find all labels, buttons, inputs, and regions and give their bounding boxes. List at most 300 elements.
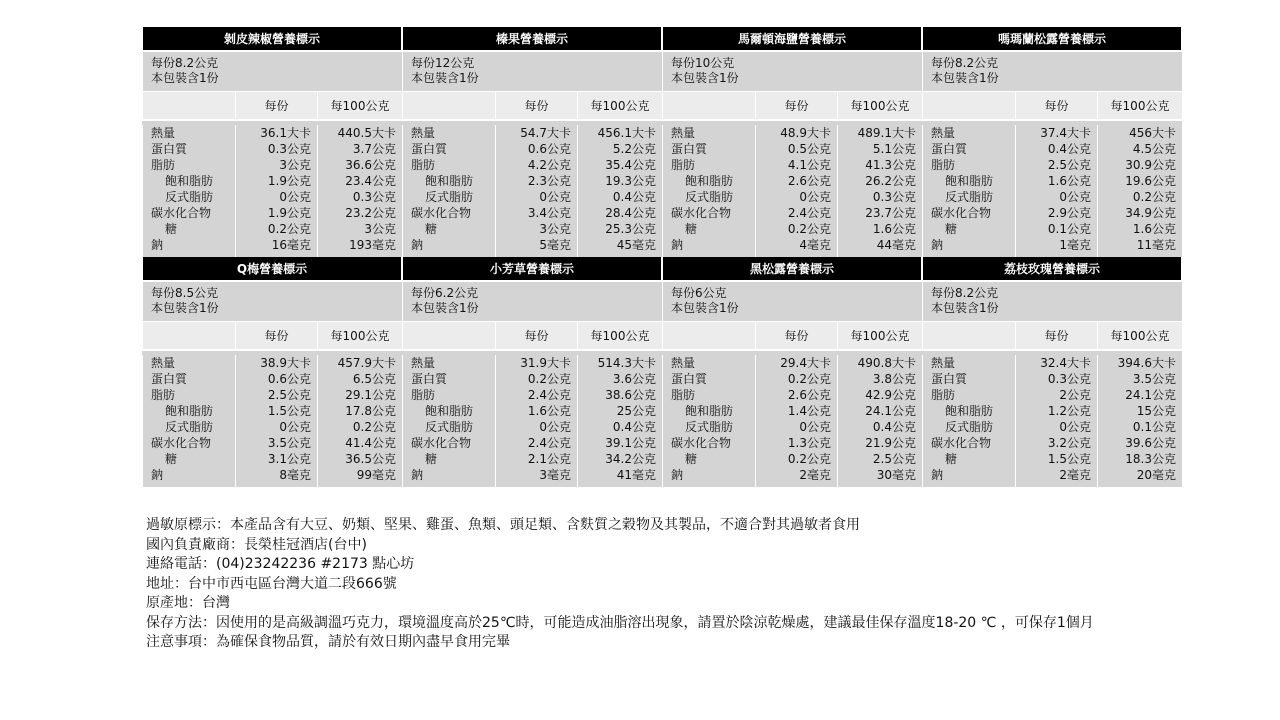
per-serving-value: 48.9大卡 <box>780 126 831 140</box>
per-100g-value: 39.1公克 <box>605 436 656 450</box>
per-serving-value: 1.3公克 <box>787 436 831 450</box>
nutrient-label: 蛋白質 <box>931 372 968 386</box>
column-header-per-serving: 每份 <box>495 92 577 119</box>
serving-size: 每份12公克 <box>411 56 475 70</box>
column-header-row <box>922 91 1182 119</box>
per-100g-value: 29.1公克 <box>345 388 396 402</box>
per-100g-value: 26.2公克 <box>865 174 916 188</box>
per-100g-value: 2.5公克 <box>872 452 916 466</box>
per-100g-value: 193毫克 <box>349 238 396 252</box>
per-serving-value: 3.2公克 <box>1047 436 1091 450</box>
nutrient-label: 鈉 <box>151 468 164 482</box>
nutrition-panel <box>662 257 922 487</box>
per-100g-value: 3.8公克 <box>872 372 916 386</box>
per-serving-value: 16毫克 <box>271 238 311 252</box>
nutrition-values <box>922 349 1182 487</box>
nutrition-values <box>402 349 662 487</box>
per-serving-column <box>1015 125 1097 257</box>
per-serving-value: 54.7大卡 <box>520 126 571 140</box>
per-serving-value: 0.2公克 <box>527 372 571 386</box>
column-header-blank <box>402 322 495 349</box>
per-100g-value: 456大卡 <box>1129 126 1176 140</box>
nutrient-label: 反式脂肪 <box>685 420 734 434</box>
nutrient-label: 脂肪 <box>411 158 436 172</box>
servings-per-pack: 本包裝含1份 <box>931 301 999 315</box>
column-header-blank <box>922 322 1015 349</box>
nutrient-label: 碳水化合物 <box>151 436 212 450</box>
per-serving-value: 2.5公克 <box>267 388 311 402</box>
per-100g-value: 5.1公克 <box>872 142 916 156</box>
per-100g-value: 490.8大卡 <box>857 356 916 370</box>
per-100g-value: 3.5公克 <box>1132 372 1176 386</box>
nutrient-label: 糖 <box>945 452 958 466</box>
panel-title: 榛果營養標示 <box>402 27 662 50</box>
per-serving-value: 1.6公克 <box>527 404 571 418</box>
per-serving-value: 2毫克 <box>799 468 831 482</box>
per-100g-value: 23.4公克 <box>345 174 396 188</box>
serving-info <box>922 280 1182 321</box>
per-100g-value: 20毫克 <box>1136 468 1176 482</box>
per-serving-value: 0.2公克 <box>787 222 831 236</box>
per-100g-value: 0.2公克 <box>1132 190 1176 204</box>
panel-title: 馬爾頓海鹽營養標示 <box>662 27 922 50</box>
per-serving-value: 38.9大卡 <box>260 356 311 370</box>
nutrient-label-column <box>402 355 495 487</box>
nutrient-label: 脂肪 <box>671 388 696 402</box>
nutrient-label: 熱量 <box>931 126 956 140</box>
column-header-per-100g: 每100公克 <box>1097 322 1182 349</box>
note-line: 國內負責廠商：長榮桂冠酒店(台中) <box>146 536 367 553</box>
per-serving-value: 0公克 <box>799 420 831 434</box>
serving-info <box>142 50 402 91</box>
per-serving-value: 0公克 <box>799 190 831 204</box>
column-header-per-100g: 每100公克 <box>837 322 922 349</box>
per-serving-value: 3公克 <box>539 222 571 236</box>
per-serving-value: 2.6公克 <box>787 174 831 188</box>
per-serving-value: 4毫克 <box>799 238 831 252</box>
per-100g-value: 0.4公克 <box>612 190 656 204</box>
servings-per-pack: 本包裝含1份 <box>671 301 739 315</box>
nutrient-label: 糖 <box>165 222 178 236</box>
per-100g-value: 394.6大卡 <box>1117 356 1176 370</box>
per-100g-value: 17.8公克 <box>345 404 396 418</box>
nutrient-label: 熱量 <box>151 356 176 370</box>
per-100g-value: 41.4公克 <box>345 436 396 450</box>
per-100g-column <box>837 125 922 257</box>
per-100g-value: 3.7公克 <box>352 142 396 156</box>
per-serving-value: 31.9大卡 <box>520 356 571 370</box>
per-100g-column <box>1097 355 1182 487</box>
per-100g-value: 19.3公克 <box>605 174 656 188</box>
per-serving-value: 2.1公克 <box>527 452 571 466</box>
column-header-row <box>662 321 922 349</box>
per-100g-value: 25公克 <box>616 404 656 418</box>
per-serving-value: 1.4公克 <box>787 404 831 418</box>
per-100g-value: 514.3大卡 <box>597 356 656 370</box>
panel-title: Q梅營養標示 <box>142 257 402 280</box>
panel-title: 黑松露營養標示 <box>662 257 922 280</box>
nutrient-label: 鈉 <box>931 238 944 252</box>
nutrient-label: 蛋白質 <box>151 372 188 386</box>
nutrition-panel <box>922 27 1182 257</box>
per-serving-value: 0公克 <box>1059 190 1091 204</box>
nutrient-label: 熱量 <box>671 356 696 370</box>
per-serving-value: 37.4大卡 <box>1040 126 1091 140</box>
column-header-per-100g: 每100公克 <box>837 92 922 119</box>
nutrient-label: 熱量 <box>931 356 956 370</box>
per-serving-value: 2.6公克 <box>787 388 831 402</box>
column-header-per-serving: 每份 <box>755 322 837 349</box>
nutrient-label: 熱量 <box>411 126 436 140</box>
nutrient-label: 碳水化合物 <box>671 436 732 450</box>
column-header-per-serving: 每份 <box>235 322 317 349</box>
nutrition-values <box>662 119 922 257</box>
nutrient-label: 鈉 <box>931 468 944 482</box>
nutrient-label-column <box>142 125 235 257</box>
per-100g-value: 1.6公克 <box>872 222 916 236</box>
per-100g-value: 0.3公克 <box>872 190 916 204</box>
per-serving-value: 29.4大卡 <box>780 356 831 370</box>
per-serving-value: 0.1公克 <box>1047 222 1091 236</box>
per-100g-value: 0.4公克 <box>612 420 656 434</box>
per-100g-value: 19.6公克 <box>1125 174 1176 188</box>
nutrition-panel <box>142 257 402 487</box>
per-serving-value: 8毫克 <box>279 468 311 482</box>
serving-info <box>922 50 1182 91</box>
serving-size: 每份6公克 <box>671 286 727 300</box>
per-100g-value: 30.9公克 <box>1125 158 1176 172</box>
nutrient-label-column <box>922 125 1015 257</box>
per-serving-column <box>235 355 317 487</box>
column-header-per-serving: 每份 <box>1015 92 1097 119</box>
per-100g-value: 3.6公克 <box>612 372 656 386</box>
nutrient-label: 糖 <box>685 452 698 466</box>
note-line: 保存方法：因使用的是高級調溫巧克力，環境溫度高於25℃時，可能造成油脂溶出現象，請置於陰涼乾燥處，建議最佳保存溫度18-20 ℃ ，可保存1個月 <box>146 614 1094 631</box>
per-serving-value: 0.4公克 <box>1047 142 1091 156</box>
nutrient-label: 飽和脂肪 <box>945 174 994 188</box>
per-100g-column <box>837 355 922 487</box>
per-serving-value: 1.9公克 <box>267 206 311 220</box>
per-100g-value: 21.9公克 <box>865 436 916 450</box>
per-100g-value: 456.1大卡 <box>597 126 656 140</box>
nutrient-label: 反式脂肪 <box>425 190 474 204</box>
serving-size: 每份8.5公克 <box>151 286 219 300</box>
per-serving-value: 0公克 <box>539 190 571 204</box>
per-serving-value: 0.5公克 <box>787 142 831 156</box>
per-100g-column <box>1097 125 1182 257</box>
column-header-per-100g: 每100公克 <box>317 322 402 349</box>
per-serving-column <box>495 355 577 487</box>
nutrient-label-column <box>922 355 1015 487</box>
nutrient-label: 反式脂肪 <box>685 190 734 204</box>
per-serving-value: 3.4公克 <box>527 206 571 220</box>
per-serving-value: 0.3公克 <box>267 142 311 156</box>
nutrient-label: 糖 <box>685 222 698 236</box>
per-serving-value: 0公克 <box>279 420 311 434</box>
per-serving-value: 0.2公克 <box>787 372 831 386</box>
per-serving-column <box>235 125 317 257</box>
per-100g-value: 28.4公克 <box>605 206 656 220</box>
per-100g-value: 6.5公克 <box>352 372 396 386</box>
per-serving-value: 4.1公克 <box>787 158 831 172</box>
per-100g-value: 0.1公克 <box>1132 420 1176 434</box>
nutrient-label: 鈉 <box>671 238 684 252</box>
column-header-row <box>142 321 402 349</box>
per-100g-value: 99毫克 <box>356 468 396 482</box>
note-line: 地址：台中市西屯區台灣大道二段666號 <box>146 575 397 592</box>
serving-info <box>142 280 402 321</box>
per-100g-value: 44毫克 <box>876 238 916 252</box>
nutrient-label: 蛋白質 <box>151 142 188 156</box>
per-100g-value: 1.6公克 <box>1132 222 1176 236</box>
nutrient-label: 飽和脂肪 <box>165 174 214 188</box>
per-100g-value: 23.7公克 <box>865 206 916 220</box>
per-serving-value: 2.4公克 <box>527 388 571 402</box>
servings-per-pack: 本包裝含1份 <box>151 301 219 315</box>
per-100g-value: 30毫克 <box>876 468 916 482</box>
per-serving-value: 3公克 <box>279 158 311 172</box>
servings-per-pack: 本包裝含1份 <box>151 71 219 85</box>
nutrient-label: 反式脂肪 <box>165 420 214 434</box>
per-100g-value: 24.1公克 <box>1125 388 1176 402</box>
nutrient-label: 蛋白質 <box>931 142 968 156</box>
column-header-blank <box>662 92 755 119</box>
product-notes <box>146 516 1094 653</box>
servings-per-pack: 本包裝含1份 <box>411 71 479 85</box>
nutrient-label: 反式脂肪 <box>945 420 994 434</box>
serving-info <box>662 280 922 321</box>
nutrient-label: 反式脂肪 <box>945 190 994 204</box>
per-serving-value: 0.6公克 <box>267 372 311 386</box>
nutrient-label: 鈉 <box>671 468 684 482</box>
per-100g-value: 457.9大卡 <box>337 356 396 370</box>
nutrient-label: 碳水化合物 <box>931 206 992 220</box>
nutrition-label-grid <box>142 27 1182 487</box>
per-100g-value: 4.5公克 <box>1132 142 1176 156</box>
nutrition-values <box>662 349 922 487</box>
panel-title: 小芳草營養標示 <box>402 257 662 280</box>
per-serving-column <box>1015 355 1097 487</box>
per-serving-value: 5毫克 <box>539 238 571 252</box>
per-100g-value: 24.1公克 <box>865 404 916 418</box>
per-100g-value: 5.2公克 <box>612 142 656 156</box>
nutrition-panel <box>402 257 662 487</box>
per-100g-value: 34.2公克 <box>605 452 656 466</box>
per-serving-value: 0.3公克 <box>1047 372 1091 386</box>
column-header-row <box>142 91 402 119</box>
nutrition-panel <box>662 27 922 257</box>
per-100g-value: 39.6公克 <box>1125 436 1176 450</box>
per-100g-value: 23.2公克 <box>345 206 396 220</box>
column-header-blank <box>402 92 495 119</box>
per-100g-value: 34.9公克 <box>1125 206 1176 220</box>
nutrient-label: 脂肪 <box>411 388 436 402</box>
nutrient-label-column <box>402 125 495 257</box>
per-serving-value: 36.1大卡 <box>260 126 311 140</box>
nutrient-label: 脂肪 <box>151 388 176 402</box>
per-serving-value: 32.4大卡 <box>1040 356 1091 370</box>
note-line: 過敏原標示：本產品含有大豆、奶類、堅果、雞蛋、魚類、頭足類、含麩質之穀物及其製品，不適合對其過敏者食用 <box>146 517 860 533</box>
panel-title: 剝皮辣椒營養標示 <box>142 27 402 50</box>
per-serving-value: 2.9公克 <box>1047 206 1091 220</box>
per-100g-value: 3公克 <box>364 222 396 236</box>
per-100g-value: 41毫克 <box>616 468 656 482</box>
nutrient-label: 熱量 <box>151 126 176 140</box>
per-100g-value: 440.5大卡 <box>337 126 396 140</box>
nutrition-values <box>142 349 402 487</box>
per-serving-value: 0公克 <box>279 190 311 204</box>
nutrient-label: 反式脂肪 <box>165 190 214 204</box>
per-100g-value: 25.3公克 <box>605 222 656 236</box>
serving-size: 每份8.2公克 <box>931 286 999 300</box>
per-serving-value: 4.2公克 <box>527 158 571 172</box>
nutrient-label: 熱量 <box>411 356 436 370</box>
per-serving-value: 2毫克 <box>1059 468 1091 482</box>
per-serving-value: 2.5公克 <box>1047 158 1091 172</box>
per-serving-value: 3.5公克 <box>267 436 311 450</box>
column-header-row <box>402 321 662 349</box>
per-serving-value: 2.4公克 <box>787 206 831 220</box>
per-serving-value: 1.2公克 <box>1047 404 1091 418</box>
nutrient-label-column <box>662 125 755 257</box>
nutrient-label: 飽和脂肪 <box>945 404 994 418</box>
nutrition-panel <box>402 27 662 257</box>
nutrient-label: 碳水化合物 <box>931 436 992 450</box>
nutrient-label: 熱量 <box>671 126 696 140</box>
column-header-per-100g: 每100公克 <box>577 322 662 349</box>
panel-title: 嗎瑪蘭松露營養標示 <box>922 27 1182 50</box>
serving-size: 每份6.2公克 <box>411 286 479 300</box>
per-serving-value: 1.5公克 <box>267 404 311 418</box>
per-100g-value: 489.1大卡 <box>857 126 916 140</box>
per-100g-value: 0.4公克 <box>872 420 916 434</box>
per-serving-column <box>755 355 837 487</box>
per-serving-value: 2.4公克 <box>527 436 571 450</box>
per-serving-value: 0.2公克 <box>787 452 831 466</box>
per-serving-column <box>755 125 837 257</box>
per-serving-value: 3毫克 <box>539 468 571 482</box>
note-line: 注意事項：為確保食物品質，請於有效日期內盡早食用完畢 <box>146 634 510 650</box>
serving-info <box>662 50 922 91</box>
nutrient-label: 脂肪 <box>931 158 956 172</box>
nutrient-label-column <box>142 355 235 487</box>
nutrition-values <box>922 119 1182 257</box>
nutrient-label: 飽和脂肪 <box>425 404 474 418</box>
column-header-blank <box>662 322 755 349</box>
column-header-blank <box>142 322 235 349</box>
nutrient-label: 飽和脂肪 <box>425 174 474 188</box>
nutrient-label: 糖 <box>425 222 438 236</box>
nutrient-label: 飽和脂肪 <box>685 404 734 418</box>
nutrient-label: 碳水化合物 <box>671 206 732 220</box>
column-header-per-serving: 每份 <box>495 322 577 349</box>
per-serving-value: 2公克 <box>1059 388 1091 402</box>
nutrient-label: 反式脂肪 <box>425 420 474 434</box>
nutrient-label: 飽和脂肪 <box>685 174 734 188</box>
nutrition-panel <box>142 27 402 257</box>
column-header-blank <box>142 92 235 119</box>
column-header-per-serving: 每份 <box>755 92 837 119</box>
nutrient-label: 蛋白質 <box>411 142 448 156</box>
nutrient-label: 蛋白質 <box>671 142 708 156</box>
per-100g-value: 45毫克 <box>616 238 656 252</box>
per-100g-value: 42.9公克 <box>865 388 916 402</box>
servings-per-pack: 本包裝含1份 <box>411 301 479 315</box>
nutrient-label: 糖 <box>165 452 178 466</box>
serving-size: 每份8.2公克 <box>931 56 999 70</box>
nutrient-label: 糖 <box>945 222 958 236</box>
per-100g-value: 18.3公克 <box>1125 452 1176 466</box>
note-line: 連絡電話：(04)23242236 #2173 點心坊 <box>146 556 415 572</box>
per-serving-value: 1毫克 <box>1059 238 1091 252</box>
per-100g-value: 0.2公克 <box>352 420 396 434</box>
servings-per-pack: 本包裝含1份 <box>671 71 739 85</box>
column-header-per-serving: 每份 <box>235 92 317 119</box>
nutrient-label: 蛋白質 <box>411 372 448 386</box>
nutrient-label: 飽和脂肪 <box>165 404 214 418</box>
per-serving-column <box>495 125 577 257</box>
note-line: 原產地：台灣 <box>146 595 230 611</box>
per-serving-value: 0.6公克 <box>527 142 571 156</box>
per-100g-value: 15公克 <box>1136 404 1176 418</box>
per-serving-value: 1.6公克 <box>1047 174 1091 188</box>
per-100g-value: 35.4公克 <box>605 158 656 172</box>
nutrient-label: 脂肪 <box>151 158 176 172</box>
nutrient-label: 糖 <box>425 452 438 466</box>
column-header-per-serving: 每份 <box>1015 322 1097 349</box>
per-serving-value: 2.3公克 <box>527 174 571 188</box>
per-serving-value: 1.9公克 <box>267 174 311 188</box>
per-100g-column <box>577 355 662 487</box>
nutrient-label: 蛋白質 <box>671 372 708 386</box>
per-100g-column <box>577 125 662 257</box>
per-100g-value: 0.3公克 <box>352 190 396 204</box>
per-100g-column <box>317 355 402 487</box>
per-serving-value: 1.5公克 <box>1047 452 1091 466</box>
column-header-row <box>402 91 662 119</box>
column-header-per-100g: 每100公克 <box>317 92 402 119</box>
column-header-row <box>662 91 922 119</box>
nutrition-values <box>402 119 662 257</box>
serving-size: 每份8.2公克 <box>151 56 219 70</box>
column-header-row <box>922 321 1182 349</box>
nutrient-label: 碳水化合物 <box>411 436 472 450</box>
panel-title: 荔枝玫瑰營養標示 <box>922 257 1182 280</box>
servings-per-pack: 本包裝含1份 <box>931 71 999 85</box>
nutrient-label: 碳水化合物 <box>151 206 212 220</box>
nutrient-label: 鈉 <box>411 238 424 252</box>
nutrient-label: 脂肪 <box>931 388 956 402</box>
per-100g-value: 36.5公克 <box>345 452 396 466</box>
nutrient-label: 碳水化合物 <box>411 206 472 220</box>
nutrition-panel <box>922 257 1182 487</box>
per-serving-value: 3.1公克 <box>267 452 311 466</box>
nutrient-label: 脂肪 <box>671 158 696 172</box>
nutrition-values <box>142 119 402 257</box>
serving-info <box>402 50 662 91</box>
column-header-per-100g: 每100公克 <box>1097 92 1182 119</box>
nutrient-label-column <box>662 355 755 487</box>
per-serving-value: 0公克 <box>1059 420 1091 434</box>
per-serving-value: 0.2公克 <box>267 222 311 236</box>
per-100g-value: 41.3公克 <box>865 158 916 172</box>
per-serving-value: 0公克 <box>539 420 571 434</box>
per-100g-value: 38.6公克 <box>605 388 656 402</box>
column-header-blank <box>922 92 1015 119</box>
serving-info <box>402 280 662 321</box>
serving-size: 每份10公克 <box>671 56 735 70</box>
nutrient-label: 鈉 <box>411 468 424 482</box>
